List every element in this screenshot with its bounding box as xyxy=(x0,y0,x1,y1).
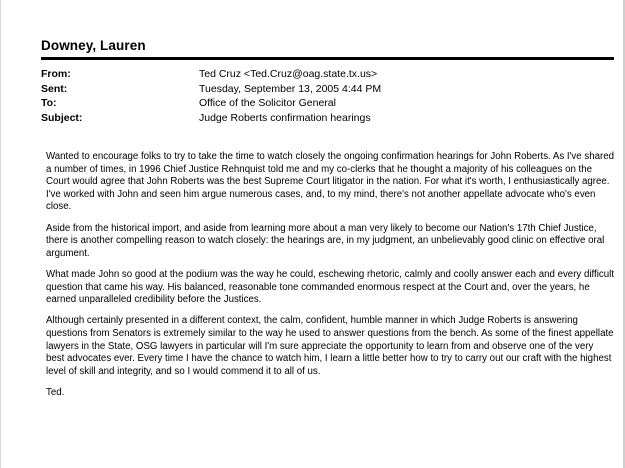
subject-row xyxy=(41,111,381,126)
body-paragraph-1: Wanted to encourage folks to try to take the time to watch closely the ongoing confirmation hearings for John Roberts. As I've shared a number of times, in 1996 Chief Justice Rehnquist told me and my co-clerks that he thought a majority of his colleagues on the Court would agree that John Roberts was the best Supreme Court litigator in the nation. For what it's worth, I enthusiastically agree. I've worked with John and seen him argue numerous cases, and, to my mind, there's not another appellate advocate who's even close. xyxy=(46,151,614,213)
to-value: Office of the Solicitor General xyxy=(199,97,336,109)
sent-label: Sent: xyxy=(41,82,68,95)
email-headers xyxy=(41,67,381,125)
subject-value: Judge Roberts confirmation hearings xyxy=(199,111,371,124)
to-row xyxy=(41,96,381,111)
body-paragraph-3: What made John so good at the podium was the way he could, eschewing rhetoric, calmly and coolly answer each and every difficult question that came his way. His balanced, reasonable tone commanded enormous respect at the Court and, over the years, he earned unparalleled credibility before the Justices. xyxy=(46,268,614,306)
sent-value: Tuesday, September 13, 2005 4:44 PM xyxy=(199,82,382,95)
from-label: From: xyxy=(41,68,71,80)
mailbox-owner-name: Downey, Lauren xyxy=(41,38,146,53)
from-row xyxy=(41,67,381,82)
sent-row xyxy=(41,82,381,97)
to-label: To: xyxy=(41,97,57,109)
body-paragraph-2: Aside from the historical import, and aside from learning more about a man very likely to become our Nation's 17th Chief Justice, there is another compelling reason to watch closely: the hearings are, in my judgment, an unbelievably good clinic on effective oral argument. xyxy=(46,222,605,259)
body-paragraph-4: Although certainly presented in a different context, the calm, confident, humble manner in which Judge Roberts is answering questions from Senators is extremely similar to the way he used to answer questions from the bench. As some of the finest appellate lawyers in the State, OSG lawyers in particular will I'm sure appreciate the opportunity to learn from and observe one of the very best advocates ever. Every time I have the chance to watch him, I learn a little better how to try to carry out our craft with the highest level of skill and integrity, and so I would commend it to all of us. xyxy=(46,315,614,377)
email-body xyxy=(46,151,614,408)
header-divider xyxy=(41,57,614,60)
from-value: Ted Cruz <Ted.Cruz@oag.state.tx.us> xyxy=(199,68,378,80)
subject-label: Subject: xyxy=(41,111,83,124)
signoff: Ted. xyxy=(46,386,65,398)
